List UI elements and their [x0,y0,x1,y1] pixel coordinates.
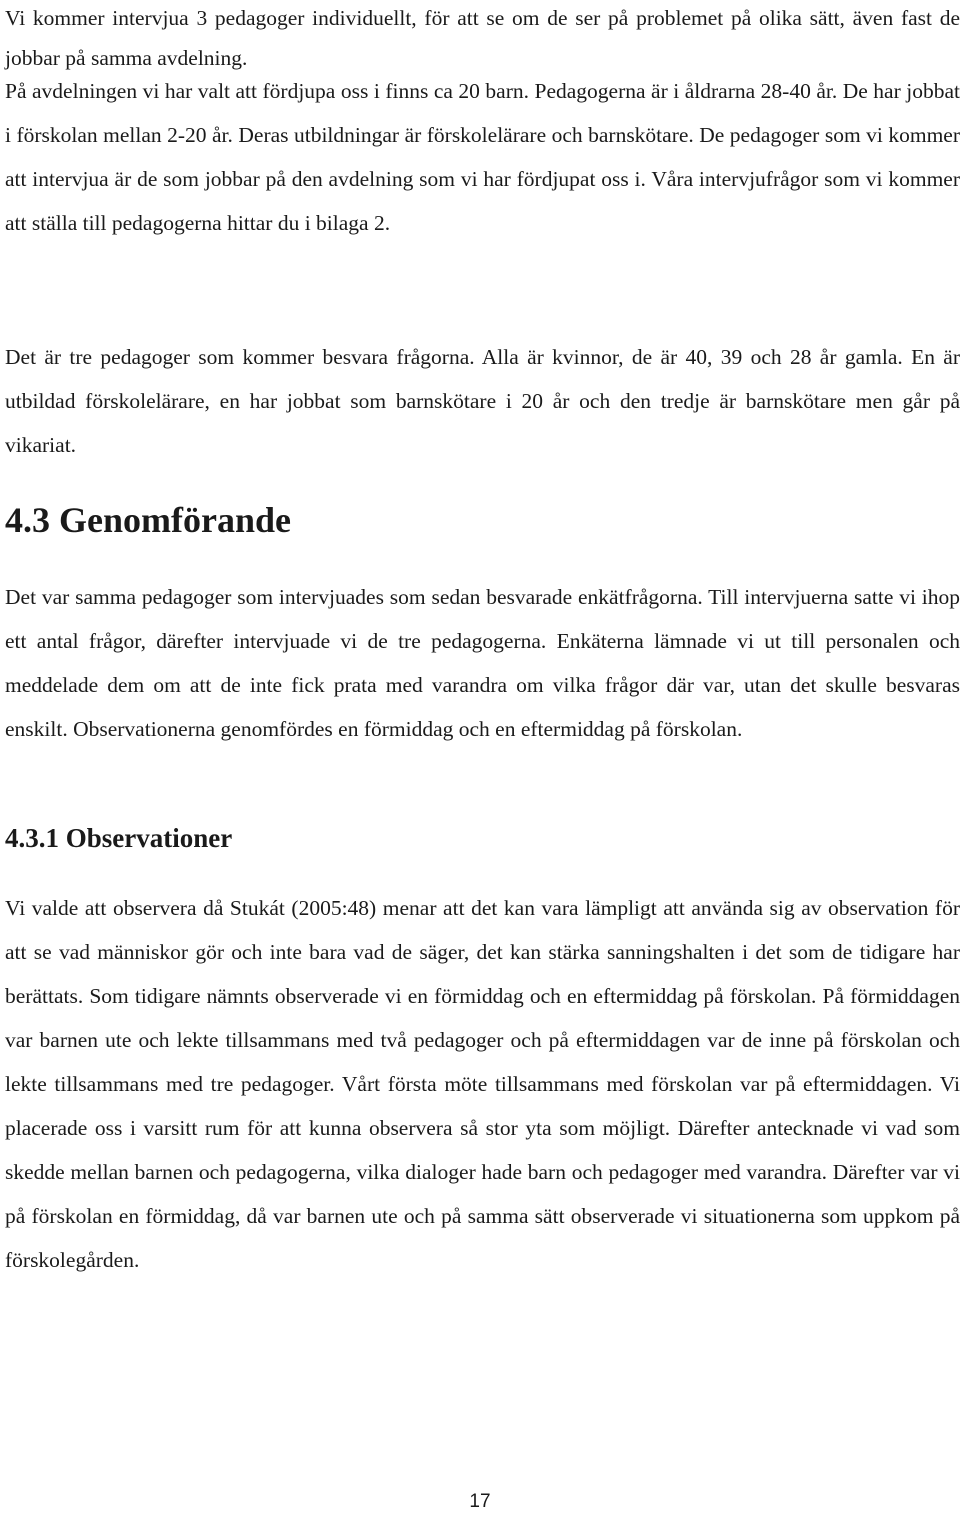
paragraph-observationer: Vi valde att observera då Stukát (2005:48) menar att det kan vara lämpligt att använda sig av observation för att se vad människor gör och inte bara vad de säger, det kan stärka sanningshalten i det som de tidigare har berättats. Som tidigare nämnts observerade vi en förmiddag och en eftermiddag på förskolan. På förmiddagen var barnen ute och lekte tillsammans med två pedagoger och på eftermiddagen var de inne på förskolan och lekte tillsammans med tre pedagoger. Vårt första möte tillsammans med förskolan var på eftermiddagen. Vi placerade oss i varsitt rum för att kunna observera så stor yta som möjligt. Därefter antecknade vi vad som skedde mellan barnen och pedagogerna, vilka dialoger hade barn och pedagoger med varandra. Därefter var vi på förskolan en förmiddag, då var barnen ute och på samma sätt observerade vi situationerna som uppkom på förskolegården. [5,896,960,1272]
heading-observationer: 4.3.1 Observationer [5,823,233,853]
heading-genomforande: 4.3 Genomförande [5,500,291,540]
paragraph-genomforande: Det var samma pedagoger som intervjuades som sedan besvarade enkätfrågorna. Till intervjuerna satte vi ihop ett antal frågor, därefter intervjuade vi de tre pedagogerna. Enkäterna lämnade vi ut till personalen och meddelade dem om att de inte fick prata med varandra om vilka frågor där var, utan det skulle besvaras enskilt. Observationerna genomfördes en förmiddag och en eftermiddag på förskolan. [5,585,960,741]
page-number: 17 [469,1491,491,1512]
paragraph-department: På avdelningen vi har valt att fördjupa oss i finns ca 20 barn. Pedagogerna är i åldrarna 28-40 år. De har jobbat i förskolan mellan 2-20 år. Deras utbildningar är förskolelärare och barnskötare. De pedagoger som vi kommer att intervjua är de som jobbar på den avdelning som vi har fördjupat oss i. Våra intervjufrågor som vi kommer att ställa till pedagogerna hittar du i bilaga 2. [5,79,960,235]
paragraph-respondents: Det är tre pedagoger som kommer besvara frågorna. Alla är kvinnor, de är 40, 39 och 28 år gamla. En är utbildad förskolelärare, en har jobbat som barnskötare i 20 år och den tredje är barnskötare men går på vikariat. [5,345,960,457]
paragraph-interview-intro: Vi kommer intervjua 3 pedagoger individuellt, för att se om de ser på problemet på olika sätt, även fast de jobbar på samma avdelning. [5,6,960,70]
